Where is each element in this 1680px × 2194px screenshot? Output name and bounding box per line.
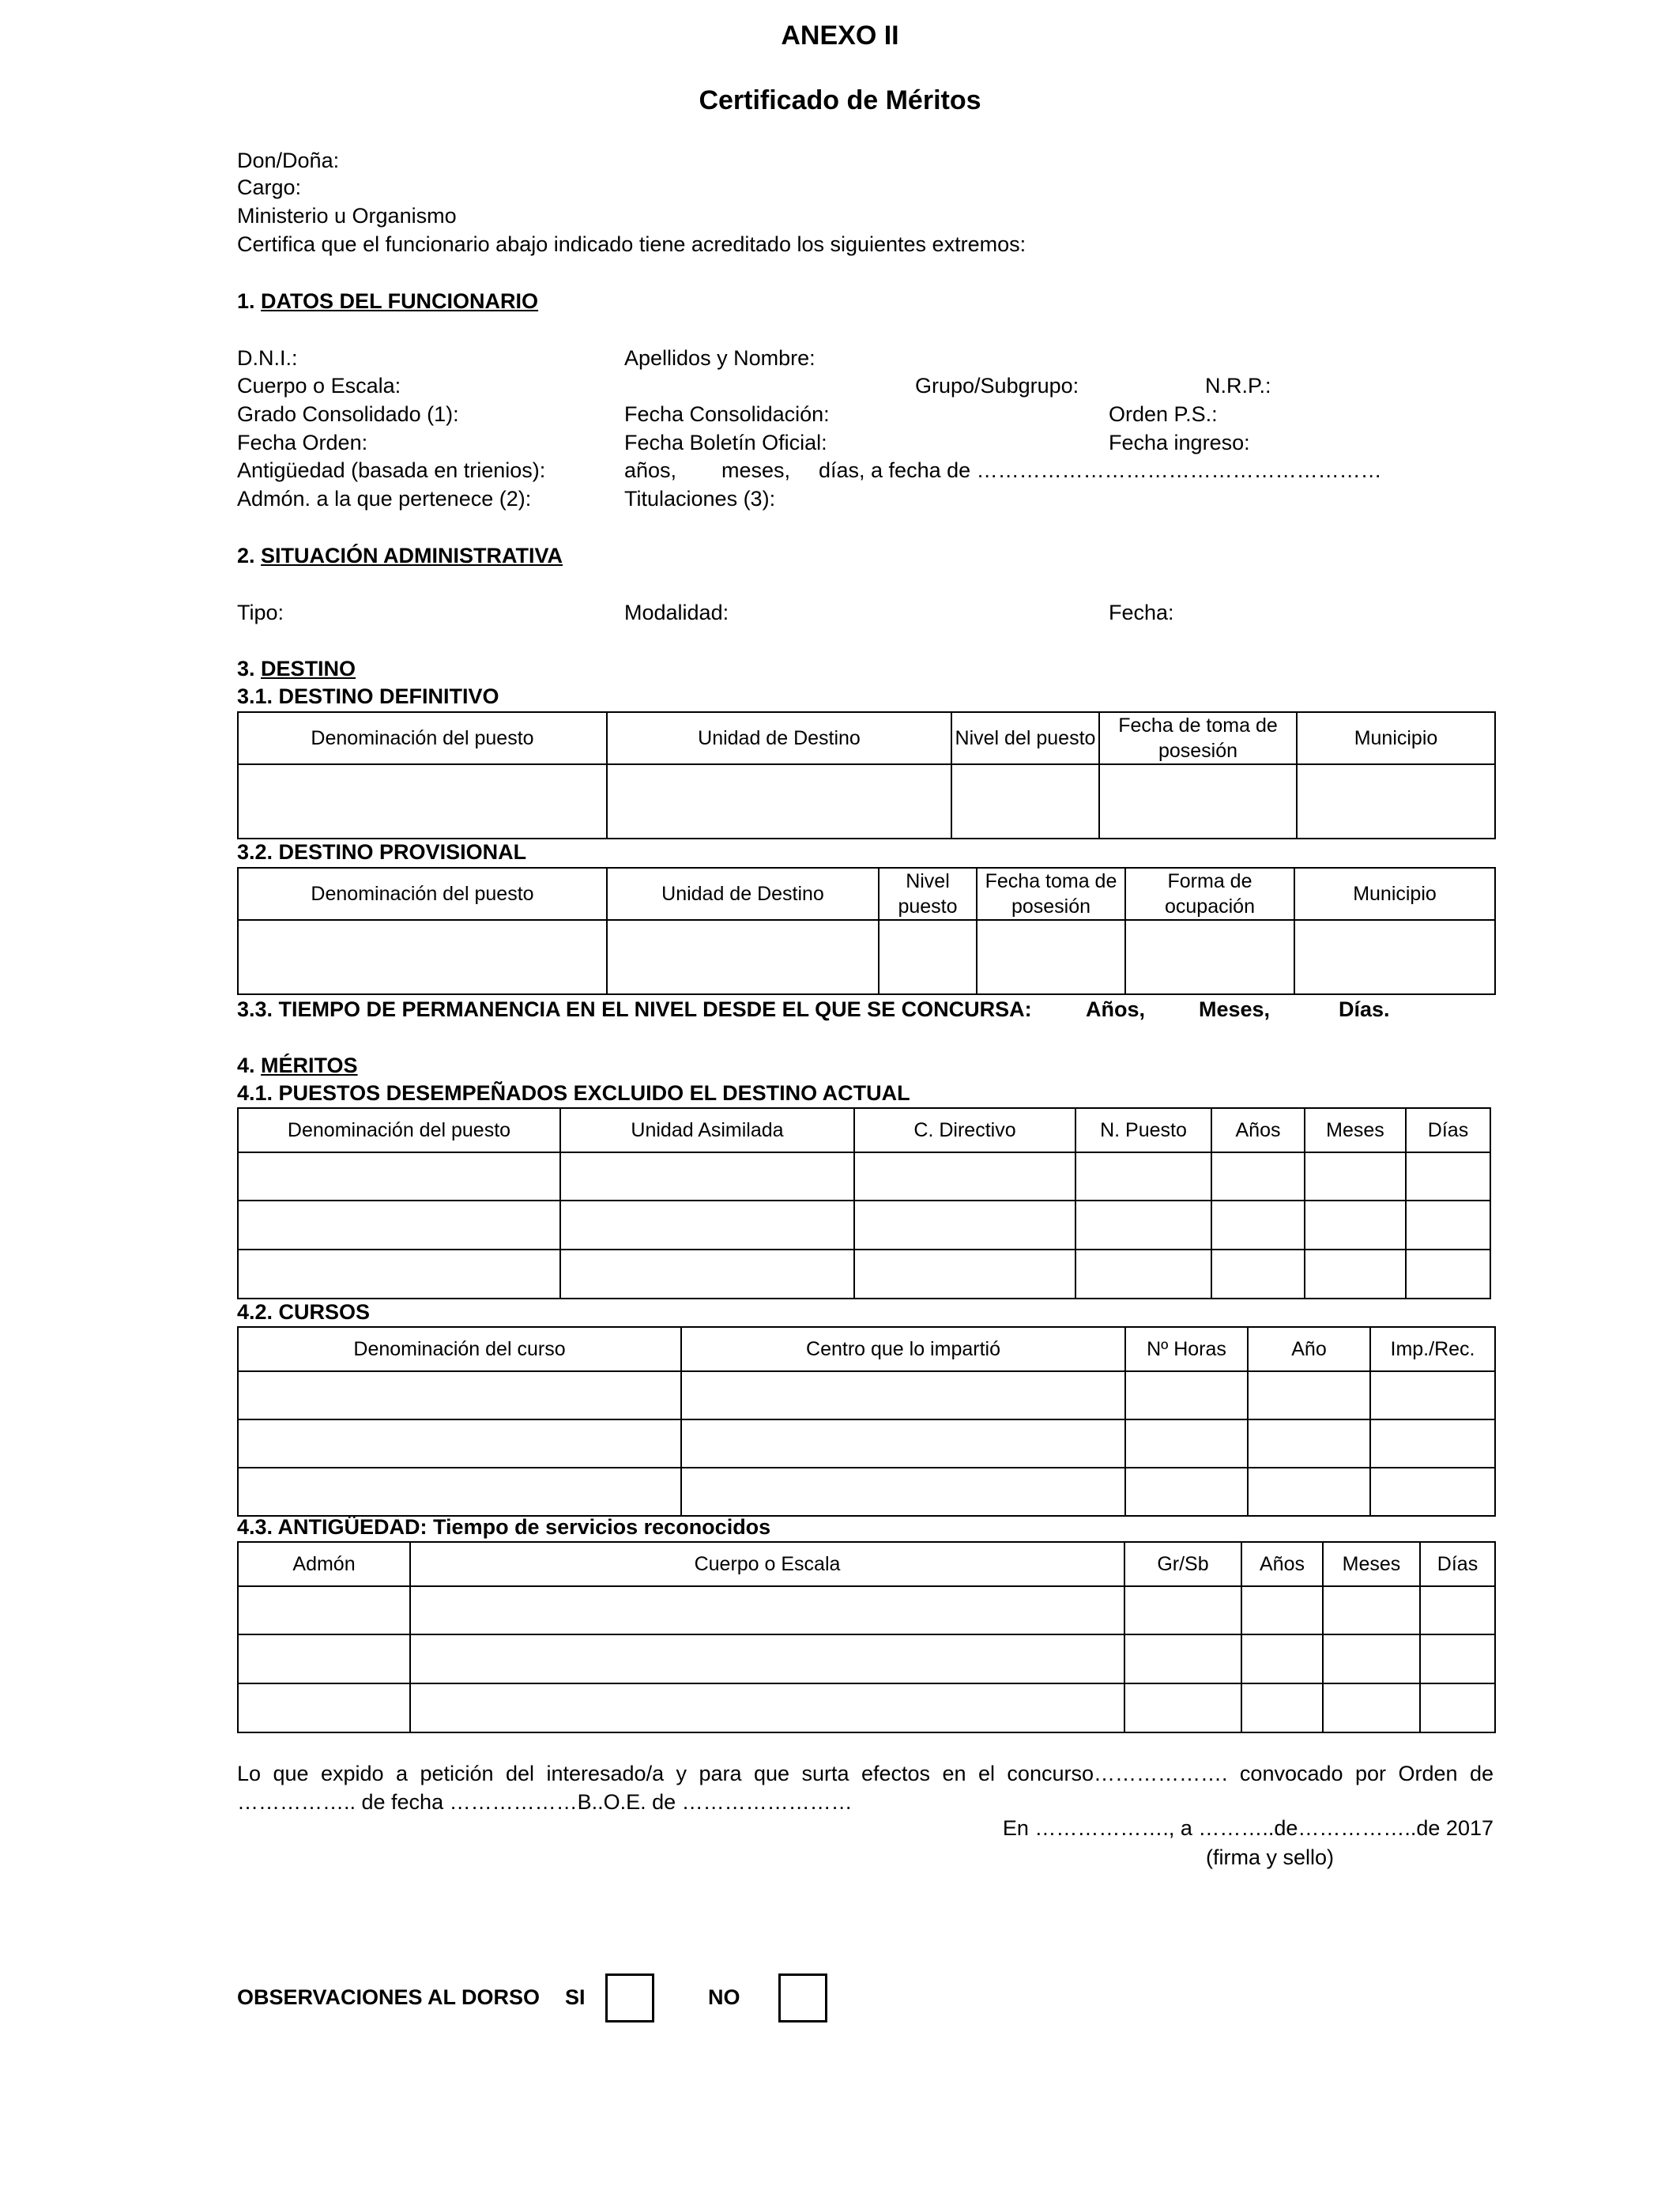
column-header: Nivel del puesto <box>951 712 1099 764</box>
column-header: Denominación del curso <box>238 1327 681 1371</box>
destino-provisional-table <box>237 867 1496 995</box>
fecha-label: Fecha: <box>1109 601 1174 624</box>
section-4-title: MÉRITOS <box>261 1054 358 1077</box>
table-row <box>238 920 1495 994</box>
no-label: NO <box>708 1985 740 2009</box>
table-cell[interactable] <box>681 1419 1125 1468</box>
table-cell[interactable] <box>1305 1250 1406 1299</box>
table-cell[interactable] <box>1241 1683 1323 1732</box>
section-3-number: 3. <box>237 657 255 680</box>
page-title: Certificado de Méritos <box>699 85 981 115</box>
column-header: N. Puesto <box>1075 1108 1211 1152</box>
table-cell[interactable] <box>1370 1371 1495 1419</box>
table-cell[interactable] <box>1211 1201 1305 1250</box>
column-header: Nivel puesto <box>879 868 977 920</box>
no-checkbox[interactable] <box>778 1973 827 2022</box>
column-header: Unidad Asimilada <box>560 1108 854 1152</box>
orden-ps-label: Orden P.S.: <box>1109 402 1218 426</box>
table-cell[interactable] <box>1124 1586 1241 1634</box>
table-cell[interactable] <box>1248 1468 1370 1516</box>
certifica-text: Certifica que el funcionario abajo indicado tiene acreditado los siguientes extremos: <box>237 232 1026 256</box>
table-cell[interactable] <box>1241 1634 1323 1683</box>
tiempo-permanencia-title: 3.3. TIEMPO DE PERMANENCIA EN EL NIVEL DESDE EL QUE SE CONCURSA: <box>237 997 1032 1021</box>
column-header: C. Directivo <box>854 1108 1075 1152</box>
column-header: Municipio <box>1297 712 1495 764</box>
don-label: Don/Doña: <box>237 149 340 172</box>
table-row <box>238 1468 1495 1516</box>
table-cell[interactable] <box>1420 1634 1495 1683</box>
table-cell[interactable] <box>1125 1419 1248 1468</box>
table-row <box>238 1419 1495 1468</box>
table-cell[interactable] <box>1211 1250 1305 1299</box>
column-header: Denominación del puesto <box>238 712 607 764</box>
column-header: Admón <box>238 1542 410 1586</box>
table-cell[interactable] <box>854 1152 1075 1201</box>
puestos-title: 4.1. PUESTOS DESEMPEÑADOS EXCLUIDO EL DESTINO ACTUAL <box>237 1081 910 1105</box>
column-header: Municipio <box>1294 868 1495 920</box>
table-cell[interactable] <box>238 1152 560 1201</box>
table-header-row <box>238 868 1495 920</box>
anos-label: años, <box>624 458 677 482</box>
column-header: Cuerpo o Escala <box>410 1542 1124 1586</box>
table-cell[interactable] <box>1248 1419 1370 1468</box>
table-cell[interactable] <box>1305 1152 1406 1201</box>
table-cell[interactable] <box>1075 1152 1211 1201</box>
table-cell[interactable] <box>238 764 607 839</box>
antiguedad-title-label: 4.3. ANTIGÜEDAD: <box>237 1515 428 1539</box>
table-row <box>238 1586 1495 1634</box>
table-cell[interactable] <box>1323 1634 1420 1683</box>
table-row <box>238 764 1495 839</box>
apellidos-label: Apellidos y Nombre: <box>624 346 816 370</box>
table-cell[interactable] <box>1099 764 1297 839</box>
dni-label: D.N.I.: <box>237 346 298 370</box>
observaciones-label: OBSERVACIONES AL DORSO <box>237 1985 541 2009</box>
ministerio-label: Ministerio u Organismo <box>237 204 457 228</box>
fecha-boletin-label: Fecha Boletín Oficial: <box>624 431 827 454</box>
table-cell[interactable] <box>1124 1683 1241 1732</box>
tiempo-meses-label: Meses, <box>1199 997 1271 1021</box>
section-4-number: 4. <box>237 1054 255 1077</box>
tiempo-anos-label: Años, <box>1086 997 1146 1021</box>
table-cell[interactable] <box>681 1371 1125 1419</box>
section-4-heading <box>237 1054 358 1078</box>
fecha-ingreso-label: Fecha ingreso: <box>1109 431 1250 454</box>
section-1-heading <box>237 289 538 314</box>
column-header: Fecha de toma de posesión <box>1099 712 1297 764</box>
table-row <box>238 1634 1495 1683</box>
destino-definitivo-table <box>237 711 1496 839</box>
cursos-title: 4.2. CURSOS <box>237 1300 371 1324</box>
annex-title: ANEXO II <box>781 21 899 51</box>
fecha-consolidacion-label: Fecha Consolidación: <box>624 402 830 426</box>
table-cell[interactable] <box>1406 1152 1490 1201</box>
table-cell[interactable] <box>681 1468 1125 1516</box>
tiempo-dias-label: Días. <box>1339 997 1390 1021</box>
table-cell[interactable] <box>854 1201 1075 1250</box>
table-cell[interactable] <box>410 1586 1124 1634</box>
column-header: Denominación del puesto <box>238 868 607 920</box>
table-cell[interactable] <box>238 1683 410 1732</box>
table-cell[interactable] <box>1406 1201 1490 1250</box>
table-cell[interactable] <box>238 920 607 994</box>
section-3-title: DESTINO <box>261 657 356 680</box>
nrp-label: N.R.P.: <box>1205 374 1271 398</box>
table-cell[interactable] <box>854 1250 1075 1299</box>
table-cell[interactable] <box>1297 764 1495 839</box>
table-row <box>238 1201 1490 1250</box>
modalidad-label: Modalidad: <box>624 601 729 624</box>
column-header: Unidad de Destino <box>607 712 951 764</box>
table-row <box>238 1683 1495 1732</box>
fecha-orden-label: Fecha Orden: <box>237 431 368 454</box>
table-cell[interactable] <box>1323 1586 1420 1634</box>
column-header: Centro que lo impartió <box>681 1327 1125 1371</box>
column-header: Gr/Sb <box>1124 1542 1241 1586</box>
table-row <box>238 1152 1490 1201</box>
firma-sello-label: (firma y sello) <box>1206 1845 1335 1869</box>
column-header: Forma de ocupación <box>1125 868 1294 920</box>
table-cell[interactable] <box>1124 1634 1241 1683</box>
table-cell[interactable] <box>1406 1250 1490 1299</box>
table-cell[interactable] <box>1420 1683 1495 1732</box>
table-cell[interactable] <box>607 764 951 839</box>
destino-provisional-title: 3.2. DESTINO PROVISIONAL <box>237 840 527 864</box>
column-header: Nº Horas <box>1125 1327 1248 1371</box>
table-header-row <box>238 1542 1495 1586</box>
cursos-table <box>237 1326 1496 1517</box>
table-cell[interactable] <box>1305 1201 1406 1250</box>
admon-label: Admón. a la que pertenece (2): <box>237 487 532 511</box>
destino-definitivo-title: 3.1. DESTINO DEFINITIVO <box>237 684 499 708</box>
grupo-label: Grupo/Subgrupo: <box>915 374 1079 398</box>
table-cell[interactable] <box>1370 1468 1495 1516</box>
antiguedad-table <box>237 1541 1496 1733</box>
table-cell[interactable] <box>560 1201 854 1250</box>
cuerpo-label: Cuerpo o Escala: <box>237 374 401 398</box>
closing-statement: Lo que expido a petición del interesado/a y para que surta efectos en el concurso………………. convocado por Orden de …………….. de fecha ………………B..O.E. de …………………… <box>237 1762 1494 1814</box>
table-cell[interactable] <box>607 920 879 994</box>
table-cell[interactable] <box>410 1634 1124 1683</box>
table-cell[interactable] <box>1125 1371 1248 1419</box>
column-header: Años <box>1211 1108 1305 1152</box>
column-header: Imp./Rec. <box>1370 1327 1495 1371</box>
column-header: Meses <box>1305 1108 1406 1152</box>
table-row <box>238 1250 1490 1299</box>
table-cell[interactable] <box>238 1371 681 1419</box>
table-cell[interactable] <box>977 920 1125 994</box>
table-cell[interactable] <box>1370 1419 1495 1468</box>
grado-label: Grado Consolidado (1): <box>237 402 459 426</box>
antiguedad-title <box>237 1515 770 1540</box>
dias-fecha-label: días, a fecha de ………………………………………………… <box>819 458 1382 482</box>
table-cell[interactable] <box>1241 1586 1323 1634</box>
column-header: Días <box>1406 1108 1490 1152</box>
column-header: Meses <box>1323 1542 1420 1586</box>
table-cell[interactable] <box>1294 920 1495 994</box>
puestos-table <box>237 1107 1491 1299</box>
table-cell[interactable] <box>560 1250 854 1299</box>
table-cell[interactable] <box>1323 1683 1420 1732</box>
si-checkbox[interactable] <box>605 1973 654 2022</box>
table-cell[interactable] <box>1211 1152 1305 1201</box>
column-header: Año <box>1248 1327 1370 1371</box>
section-2-title: SITUACIÓN ADMINISTRATIVA <box>261 544 563 567</box>
section-2-number: 2. <box>237 544 255 567</box>
titulaciones-label: Titulaciones (3): <box>624 487 776 511</box>
column-header: Años <box>1241 1542 1323 1586</box>
table-row <box>238 1371 1495 1419</box>
table-cell[interactable] <box>1075 1201 1211 1250</box>
place-date-line: En ………………., a ………..de……………..de 2017 <box>1002 1816 1494 1840</box>
table-header-row <box>238 1108 1490 1152</box>
table-cell[interactable] <box>238 1586 410 1634</box>
tipo-label: Tipo: <box>237 601 284 624</box>
table-cell[interactable] <box>951 764 1099 839</box>
section-3-heading <box>237 657 356 681</box>
table-header-row <box>238 712 1495 764</box>
table-cell[interactable] <box>238 1634 410 1683</box>
table-cell[interactable] <box>410 1683 1124 1732</box>
table-cell[interactable] <box>1248 1371 1370 1419</box>
table-cell[interactable] <box>1420 1586 1495 1634</box>
table-cell[interactable] <box>879 920 977 994</box>
antiguedad-title-desc: Tiempo de servicios reconocidos <box>433 1515 771 1539</box>
table-cell[interactable] <box>1075 1250 1211 1299</box>
section-1-title: DATOS DEL FUNCIONARIO <box>261 289 539 313</box>
column-header: Fecha toma de posesión <box>977 868 1125 920</box>
table-cell[interactable] <box>1125 1468 1248 1516</box>
table-cell[interactable] <box>238 1419 681 1468</box>
meses-label: meses, <box>721 458 791 482</box>
section-2-heading <box>237 544 563 568</box>
table-cell[interactable] <box>238 1468 681 1516</box>
antiguedad-label: Antigüedad (basada en trienios): <box>237 458 546 482</box>
column-header: Días <box>1420 1542 1495 1586</box>
table-cell[interactable] <box>560 1152 854 1201</box>
table-cell[interactable] <box>1125 920 1294 994</box>
table-cell[interactable] <box>238 1201 560 1250</box>
table-header-row <box>238 1327 1495 1371</box>
section-1-number: 1. <box>237 289 255 313</box>
cargo-label: Cargo: <box>237 175 302 199</box>
column-header: Unidad de Destino <box>607 868 879 920</box>
column-header: Denominación del puesto <box>238 1108 560 1152</box>
table-cell[interactable] <box>238 1250 560 1299</box>
si-label: SI <box>565 1985 586 2009</box>
